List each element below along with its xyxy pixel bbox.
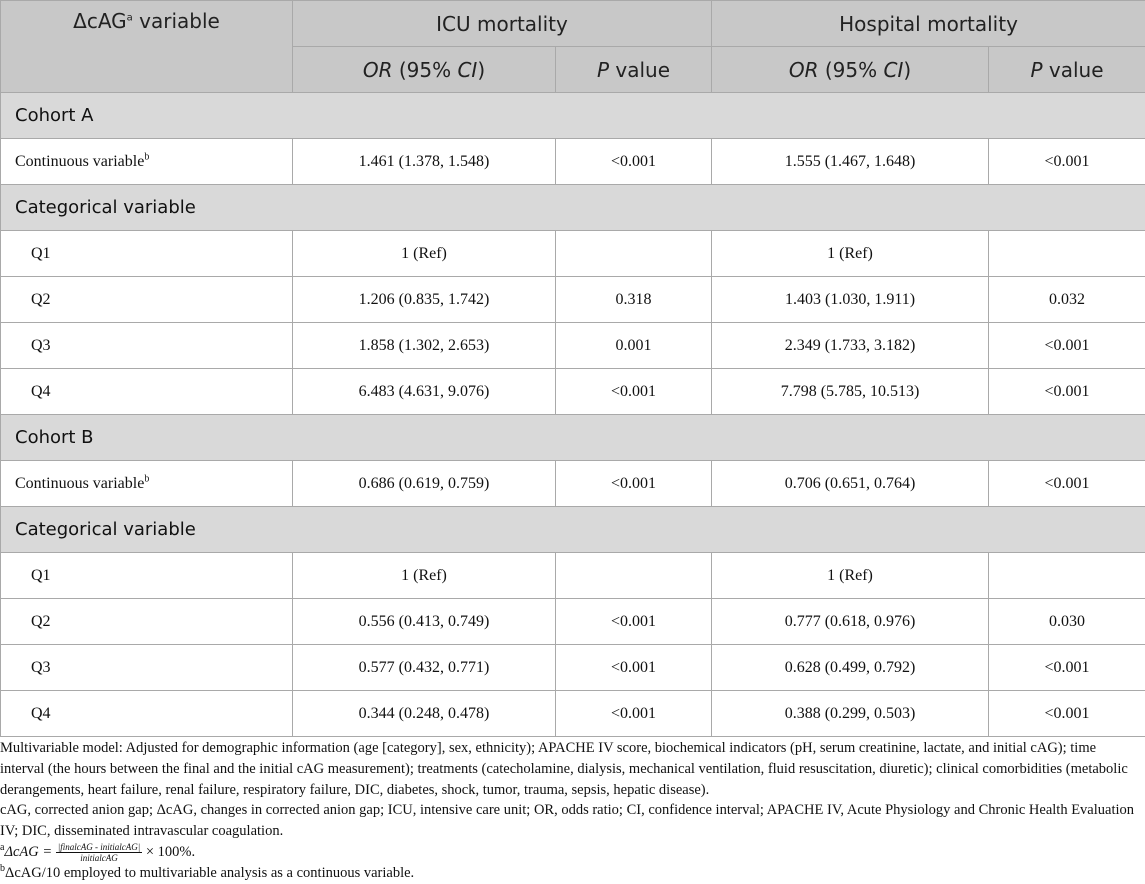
icu-p-cell: 0.318	[556, 277, 712, 323]
abbreviation-note: cAG, corrected anion gap; ΔcAG, changes in corrected anion gap; ICU, intensive care unit; OR, odds ratio; CI, confidence interval; APACHE IV, Acute Physiology and Chronic Health Evaluation IV; DIC, disseminated intravascular coagulation.	[0, 800, 1140, 842]
p-label: P	[1030, 58, 1042, 82]
row-label: Q2	[1, 599, 293, 645]
hospital-p-cell: <0.001	[989, 461, 1145, 507]
icu-or-cell: 0.344 (0.248, 0.478)	[293, 691, 556, 737]
table-row	[1, 231, 1145, 277]
footnote-a-sup: a	[0, 842, 4, 853]
hospital-p-cell: 0.030	[989, 599, 1145, 645]
icu-p-cell: <0.001	[556, 139, 712, 185]
row-label	[1, 461, 293, 507]
hospital-or-cell: 0.388 (0.299, 0.503)	[712, 691, 989, 737]
variable-header-text: ΔcAG	[73, 9, 127, 33]
hospital-or-cell: 1.555 (1.467, 1.648)	[712, 139, 989, 185]
icu-p-cell: <0.001	[556, 645, 712, 691]
hospital-p-cell	[989, 553, 1145, 599]
row-label: Q1	[1, 553, 293, 599]
row-label-text: Continuous variable	[15, 153, 144, 170]
ci-label: CI	[883, 58, 903, 82]
icu-p-cell	[556, 553, 712, 599]
formula-fraction	[56, 842, 142, 863]
row-label: Q3	[1, 645, 293, 691]
icu-or-header	[293, 47, 556, 93]
hospital-p-cell: <0.001	[989, 645, 1145, 691]
hospital-or-header	[712, 47, 989, 93]
row-label	[1, 139, 293, 185]
model-note: Multivariable model: Adjusted for demographic information (age [category], sex, ethnicity); APACHE IV score, biochemical indicators (pH, serum creatinine, lactate, and initial cAG); time interval (the hours between the final and the initial cAG measurement); treatments (catecholamine, dialysis, mechanical ventilation, fluid resuscitation, diuretic); clinical comorbidities (metabolic derangements, heart failure, renal failure, respiratory failure, DIC, diabetes, shock, tumor, trauma, sepsis, hepatic disease).	[0, 738, 1140, 800]
icu-or-cell: 6.483 (4.631, 9.076)	[293, 369, 556, 415]
cohort-a-title: Cohort A	[1, 93, 1145, 139]
footnote-b	[0, 863, 1140, 884]
hospital-p-header	[989, 47, 1145, 93]
table-row	[1, 691, 1145, 737]
row-label: Q2	[1, 277, 293, 323]
ci-label: CI	[457, 58, 477, 82]
table-row	[1, 323, 1145, 369]
icu-p-header	[556, 47, 712, 93]
table-row	[1, 553, 1145, 599]
table-row	[1, 369, 1145, 415]
row-label-text: Continuous variable	[15, 475, 144, 492]
paren: )	[903, 58, 911, 82]
row-label: Q1	[1, 231, 293, 277]
icu-or-cell: 1 (Ref)	[293, 231, 556, 277]
hospital-or-cell: 1 (Ref)	[712, 553, 989, 599]
paren: )	[477, 58, 485, 82]
icu-or-cell: 0.556 (0.413, 0.749)	[293, 599, 556, 645]
hospital-or-cell: 0.628 (0.499, 0.792)	[712, 645, 989, 691]
hospital-p-cell: <0.001	[989, 691, 1145, 737]
cohort-b-title: Cohort B	[1, 415, 1145, 461]
hospital-p-cell: <0.001	[989, 139, 1145, 185]
table-row	[1, 645, 1145, 691]
or-label: OR	[363, 58, 393, 82]
icu-p-cell: <0.001	[556, 461, 712, 507]
formula-numerator: |finalcAG - initialcAG|	[56, 842, 142, 853]
footnote-b-marker: b	[144, 151, 149, 162]
row-label: Q3	[1, 323, 293, 369]
icu-or-cell: 1.461 (1.378, 1.548)	[293, 139, 556, 185]
icu-p-cell: <0.001	[556, 691, 712, 737]
icu-or-cell: 0.577 (0.432, 0.771)	[293, 645, 556, 691]
icu-or-cell: 1.206 (0.835, 1.742)	[293, 277, 556, 323]
icu-or-cell: 1 (Ref)	[293, 553, 556, 599]
row-label: Q4	[1, 691, 293, 737]
footnote-a	[0, 842, 1140, 863]
table-row	[1, 277, 1145, 323]
hospital-p-cell	[989, 231, 1145, 277]
hospital-or-cell: 1.403 (1.030, 1.911)	[712, 277, 989, 323]
value-label: value	[1043, 58, 1104, 82]
icu-p-cell: <0.001	[556, 369, 712, 415]
formula-rhs: × 100%.	[146, 844, 195, 860]
hospital-or-cell: 1 (Ref)	[712, 231, 989, 277]
hospital-or-cell: 0.706 (0.651, 0.764)	[712, 461, 989, 507]
table-row	[1, 139, 1145, 185]
value-label: value	[609, 58, 670, 82]
categorical-title: Categorical variable	[1, 507, 1145, 553]
hospital-p-cell: <0.001	[989, 323, 1145, 369]
table-footnotes	[0, 738, 1140, 884]
icu-or-cell: 0.686 (0.619, 0.759)	[293, 461, 556, 507]
variable-header-suffix: variable	[133, 9, 220, 33]
row-label: Q4	[1, 369, 293, 415]
footnote-a-marker: a	[127, 12, 133, 23]
p-label: P	[597, 58, 609, 82]
footnote-b-sup: b	[0, 863, 5, 874]
formula-lhs: ΔcAG =	[4, 844, 52, 860]
table-row	[1, 461, 1145, 507]
variable-header	[1, 1, 293, 93]
formula-denominator: initialcAG	[56, 853, 142, 863]
hospital-or-cell: 7.798 (5.785, 10.513)	[712, 369, 989, 415]
hospital-mortality-header: Hospital mortality	[712, 1, 1145, 47]
icu-p-cell: <0.001	[556, 599, 712, 645]
hospital-or-cell: 0.777 (0.618, 0.976)	[712, 599, 989, 645]
icu-mortality-header: ICU mortality	[293, 1, 712, 47]
hospital-p-cell: 0.032	[989, 277, 1145, 323]
footnote-b-marker: b	[144, 473, 149, 484]
or-label: OR	[789, 58, 819, 82]
footnote-b-text: ΔcAG/10 employed to multivariable analysis as a continuous variable.	[5, 865, 414, 881]
table-row	[1, 599, 1145, 645]
hospital-p-cell: <0.001	[989, 369, 1145, 415]
icu-or-cell: 1.858 (1.302, 2.653)	[293, 323, 556, 369]
hospital-or-cell: 2.349 (1.733, 3.182)	[712, 323, 989, 369]
icu-p-cell: 0.001	[556, 323, 712, 369]
categorical-title: Categorical variable	[1, 185, 1145, 231]
icu-p-cell	[556, 231, 712, 277]
ci-text: (95%	[819, 58, 884, 82]
ci-text: (95%	[392, 58, 457, 82]
